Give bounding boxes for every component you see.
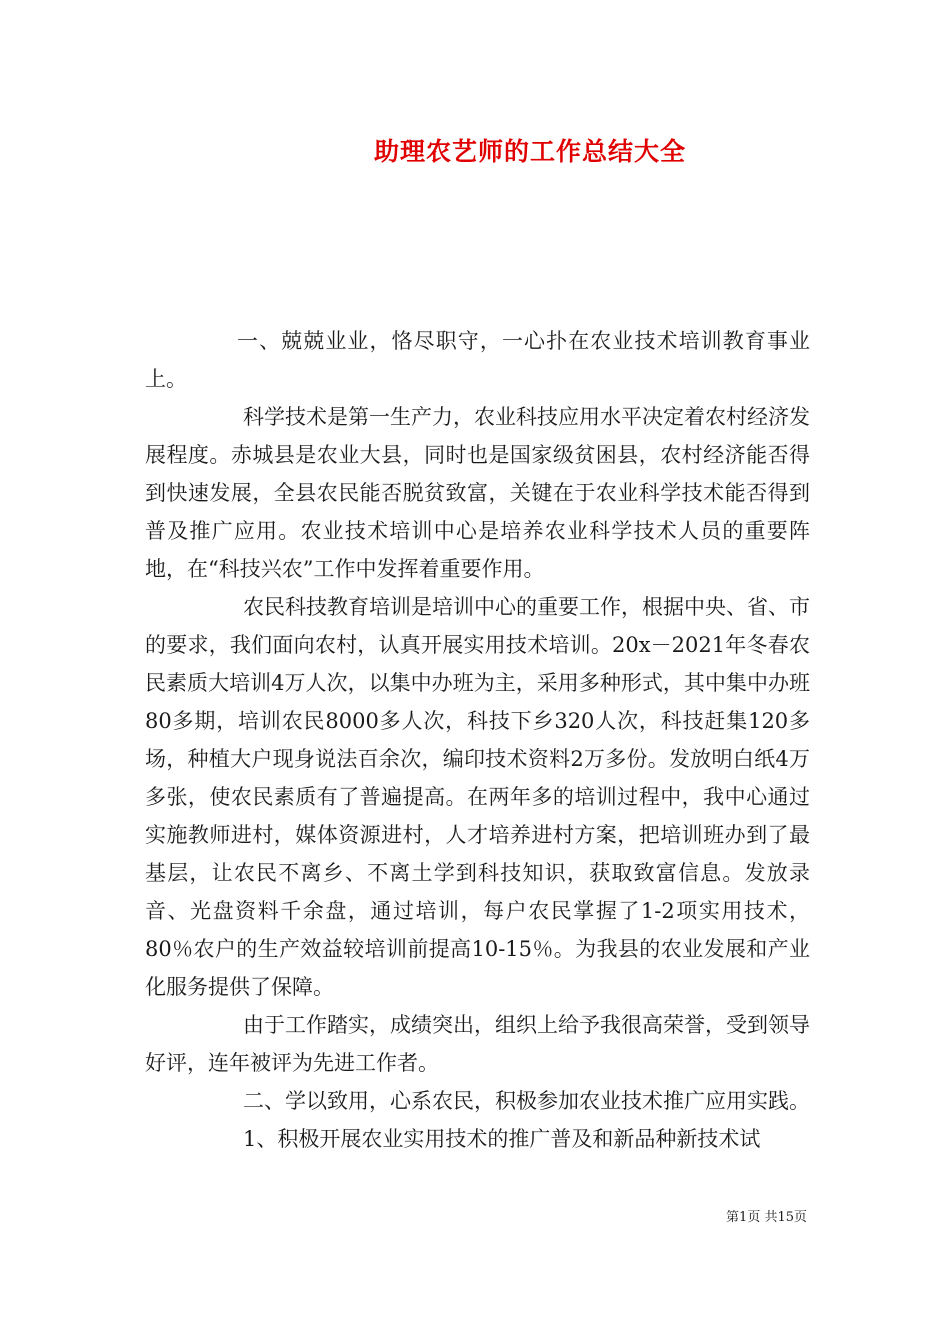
document-title: 助理农艺师的工作总结大全 xyxy=(373,137,686,166)
document-body xyxy=(145,322,810,1158)
page-number: 第1页 共15页 xyxy=(726,1210,807,1225)
paragraph: 由于工作踏实，成绩突出，组织上给予我很高荣誉，受到领导好评，连年被评为先进工作者。 xyxy=(145,1013,810,1075)
section-heading-2: 二、学以致用，心系农民，积极参加农业技术推广应用实践。 xyxy=(243,1089,810,1113)
paragraph: 科学技术是第一生产力，农业科技应用水平决定着农村经济发展程度。赤城县是农业大县，同时也是国家级贫困县，农村经济能否得到快速发展，全县农民能否脱贫致富，关键在于农业科学技术能否得到普及推广应用。农业技术培训中心是培养农业科学技术人员的重要阵地，在“科技兴农”工作中发挥着重要作用。 xyxy=(145,405,810,581)
section-heading-1: 一、兢兢业业，恪尽职守，一心扑在农业技术培训教育事业上。 xyxy=(145,329,810,391)
paragraph: 农民科技教育培训是培训中心的重要工作，根据中央、省、市的要求，我们面向农村，认真开展实用技术培训。20x－2021年冬春农民素质大培训4万人次，以集中办班为主，采用多种形式，其中集中办班80多期，培训农民8000多人次，科技下乡320人次，科技赶集120多场，种植大户现身说法百余次，编印技术资料2万多份。发放明白纸4万多张，使农民素质有了普遍提高。在两年多的培训过程中，我中心通过实施教师进村，媒体资源进村，人才培养进村方案，把培训班办到了最基层，让农民不离乡、不离土学到科技知识，获取致富信息。发放录音、光盘资料千余盘，通过培训，每户农民掌握了1-2项实用技术，80％农户的生产效益较培训前提高10-15％。为我县的农业发展和产业化服务提供了保障。 xyxy=(145,595,810,999)
paragraph: 1、积极开展农业实用技术的推广普及和新品种新技术试 xyxy=(243,1127,761,1151)
